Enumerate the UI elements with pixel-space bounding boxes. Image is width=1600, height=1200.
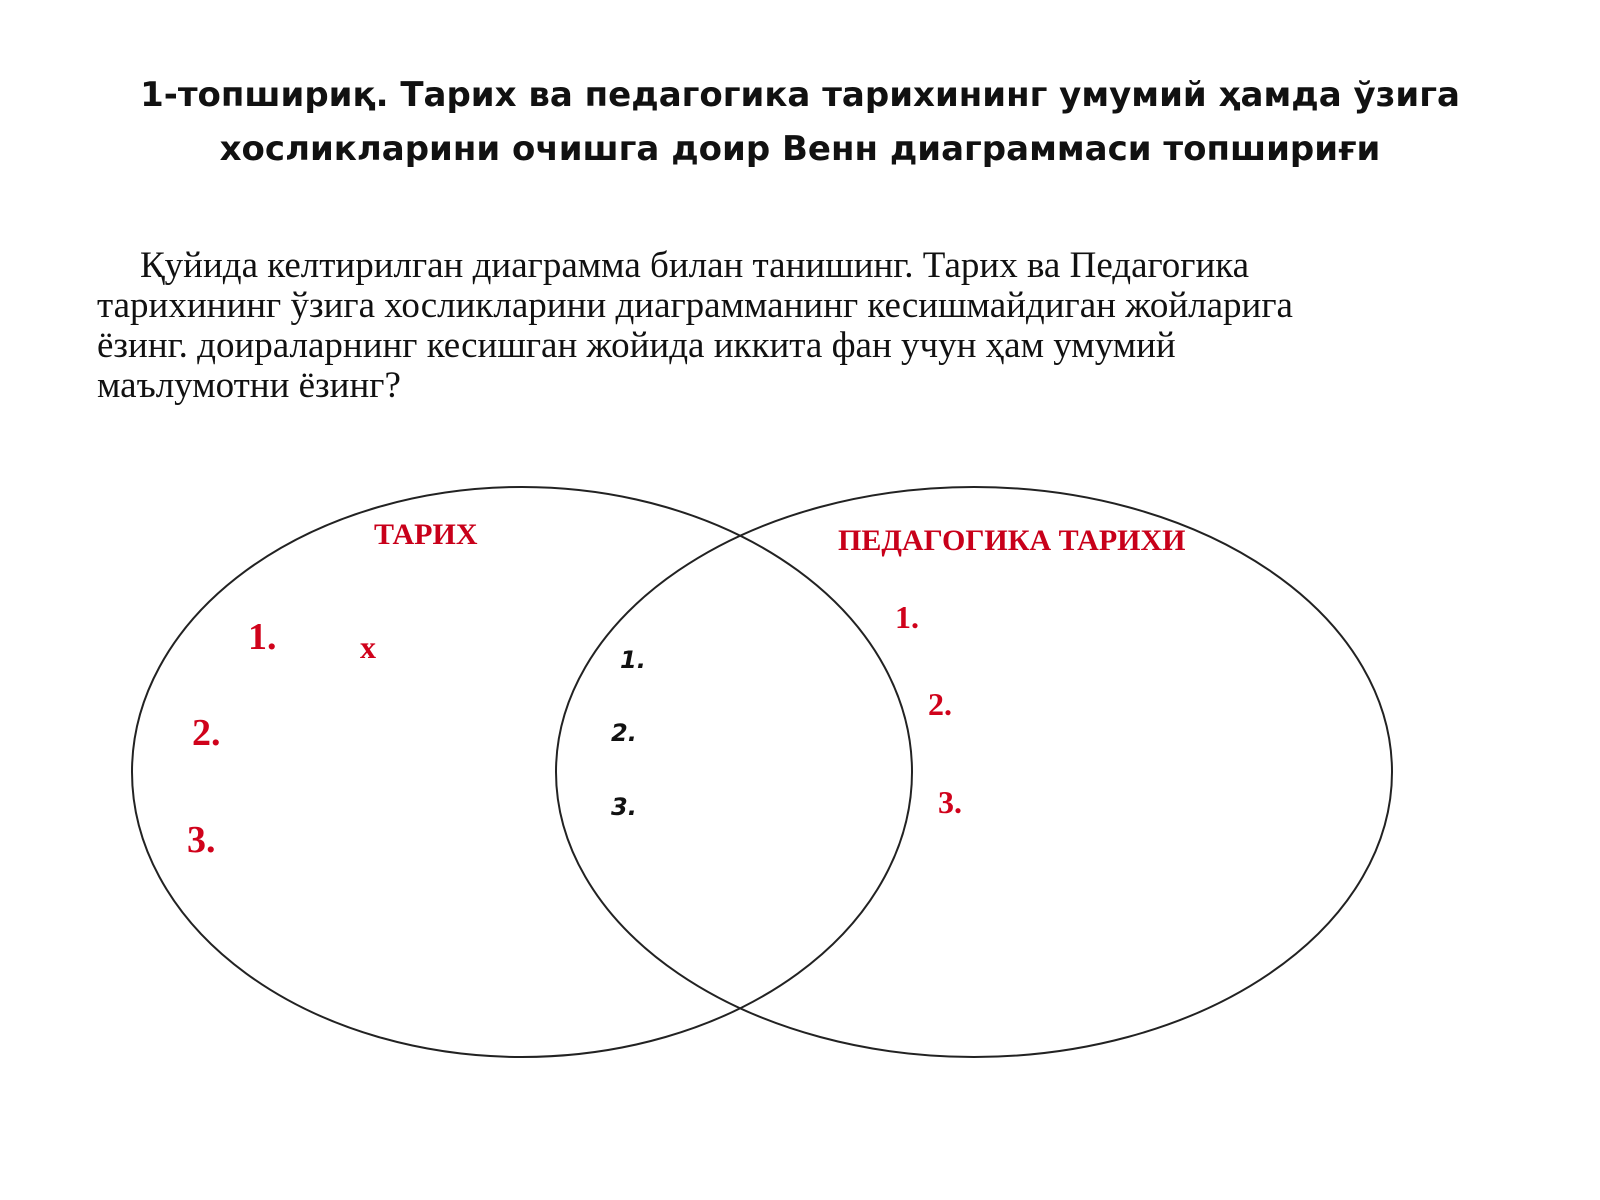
left-circle-history	[132, 487, 912, 1057]
title-line-1: 1-топшириқ. Тарих ва педагогика тарихининг умумий ҳамда ўзига	[140, 75, 1460, 115]
left-item-3: 3.	[187, 819, 216, 861]
left-mark: x	[360, 629, 376, 665]
left-item-2: 2.	[192, 712, 221, 754]
overlap-item-1: 1.	[620, 646, 646, 674]
title-line-2: хосликларини очишга доир Венн диаграммаси топшириғи	[219, 129, 1381, 169]
right-circle-label: ПЕДАГОГИКА ТАРИХИ	[838, 524, 1186, 557]
right-circle-pedagogy-history	[556, 487, 1392, 1057]
right-item-1: 1.	[895, 599, 919, 635]
left-item-1: 1.	[248, 616, 277, 658]
instructions-line-2: тарихининг ўзига хосликларини диаграмманинг кесишмайдиган жойларига	[97, 285, 1293, 326]
instructions-line-3: ёзинг. доираларнинг кесишган жойида иккита фан учун ҳам умумий	[97, 325, 1176, 366]
instructions-line-1: Қуйида келтирилган диаграмма билан танишинг. Тарих ва Педагогика	[140, 245, 1250, 286]
instructions-line-4: маълумотни ёзинг?	[97, 365, 401, 406]
left-circle-label: ТАРИХ	[374, 518, 478, 551]
overlap-item-3: 3.	[611, 793, 637, 821]
right-item-2: 2.	[928, 686, 952, 722]
overlap-item-2: 2.	[611, 719, 637, 747]
right-item-3: 3.	[938, 784, 962, 820]
